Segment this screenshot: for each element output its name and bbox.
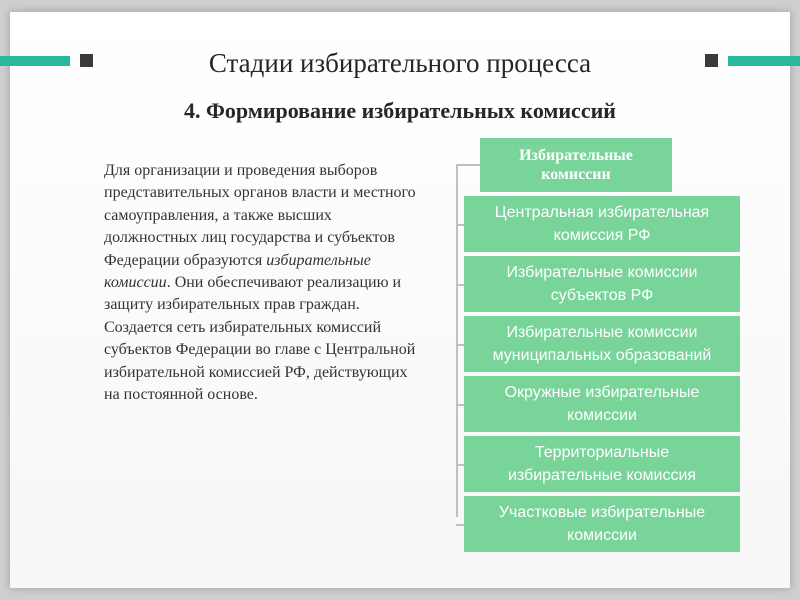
- commission-line1: Избирательные комиссии: [506, 324, 698, 341]
- commission-line1: Избирательные комиссии: [506, 264, 698, 281]
- commission-line2: субъектов РФ: [550, 287, 654, 304]
- connector-tick: [456, 284, 464, 286]
- body-text-emphasis: избирательные комиссии: [104, 251, 371, 292]
- commission-line2: комиссии: [567, 527, 637, 544]
- body-text-part2: . Они обеспечивают реализацию и защиту избирательных прав граждан. Создается сеть избирательных комиссий субъектов Федерации во главе с Центральной избирательной комиссией РФ, действующих на постоянной основе.: [104, 274, 416, 404]
- diagram-head-box: [480, 138, 672, 192]
- commission-line1: Участковые избирательные: [498, 504, 706, 521]
- head-line1: Избирательные: [519, 147, 633, 164]
- connector-tick: [456, 524, 464, 526]
- commission-box-territorial: [464, 436, 740, 492]
- connector-tick: [456, 224, 464, 226]
- connector-tick: [456, 464, 464, 466]
- commission-line2: комиссии: [567, 407, 637, 424]
- body-text-part1: Для организации и проведения выборов представительных органов власти и местного самоуправления, а также высших должностных лиц государства и субъектов Федерации образуются: [104, 162, 416, 269]
- connector-tick: [456, 404, 464, 406]
- commission-line1: Центральная избирательная: [494, 204, 710, 221]
- commission-box-central: [464, 196, 740, 252]
- connector-tick-head: [456, 164, 480, 166]
- head-line2: комиссии: [541, 166, 611, 183]
- commission-line2: избирательные комиссия: [507, 467, 697, 484]
- commission-box-subjects: [464, 256, 740, 312]
- commission-line2: муниципальных образований: [492, 347, 712, 364]
- commission-box-municipal: [464, 316, 740, 372]
- commission-line2: комиссия РФ: [553, 227, 651, 244]
- commission-line1: Территориальные: [534, 444, 670, 461]
- commission-line1: Окружные избирательные: [504, 384, 700, 401]
- commission-box-district: [464, 376, 740, 432]
- slide-title: Стадии избирательного процесса: [208, 48, 592, 78]
- slide-subtitle: 4. Формирование избирательных комиссий: [184, 98, 616, 123]
- commission-box-precinct: [464, 496, 740, 552]
- connector-tick: [456, 344, 464, 346]
- body-paragraph: [104, 160, 424, 406]
